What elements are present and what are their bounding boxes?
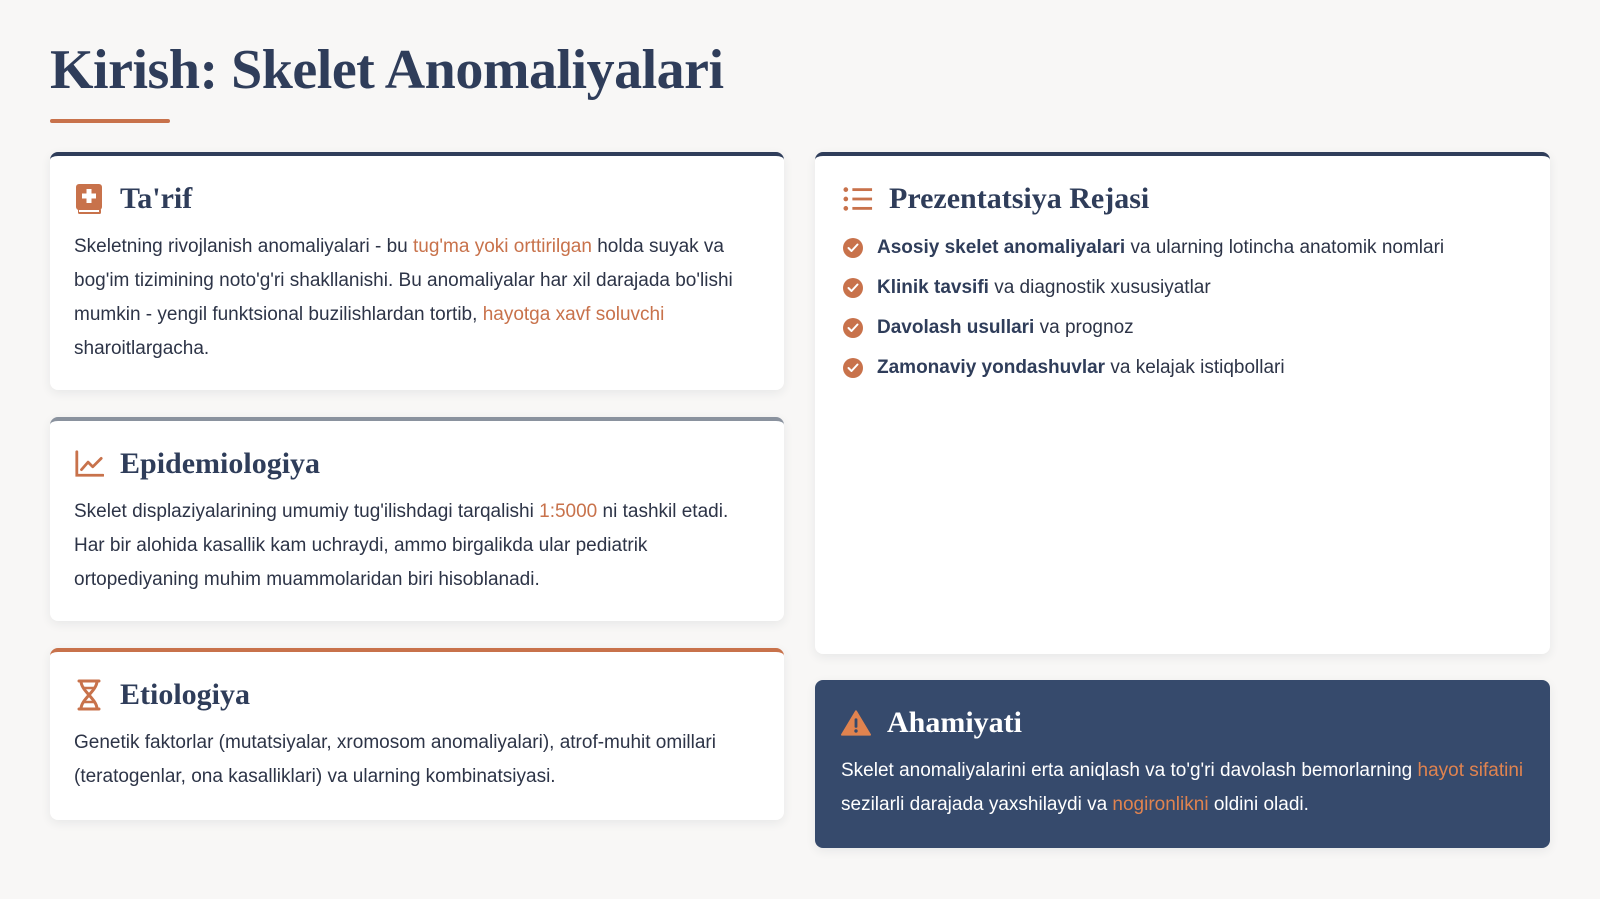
plan-item [843,308,1522,348]
line-chart-icon [74,448,104,480]
definition-text: Skeletning rivojlanish anomaliyalari - bu tug'ma yoki orttirilgan holda suyak va bog'im tizimining noto'g'ri shakllanishi. Bu anomaliyalar har xil darajada bo'lishi mumkin - yengil funktsional buzilishlardan tortib, hayotga xavf soluvchi sharoitlargacha. [74,236,733,359]
definition-highlight-2: hayotga xavf soluvchi [482,304,665,325]
check-circle-icon [843,358,863,378]
definition-card [50,152,784,390]
list-icon [843,183,873,215]
etiology-text: Genetik faktorlar (mutatsiyalar, xromosom anomaliyalari), atrof-muhit omillari (teratogenlar, ona kasalliklari) va ularning kombinatsiyasi. [74,732,716,787]
plan-item-text: Asosiy skelet anomaliyalari va ularning lotincha anatomik nomlari [877,237,1445,258]
importance-highlight-1: hayot sifatini [1417,760,1524,781]
importance-text: Skelet anomaliyalarini erta aniqlash va to'g'ri davolash bemorlarning hayot sifatini sezilarli darajada yaxshilaydi va nogironlikni oldini oladi. [841,760,1524,815]
check-circle-icon [843,278,863,298]
definition-title: Ta'rif [120,182,193,215]
plan-item-text: Zamonaviy yondashuvlar va kelajak istiqbollari [877,357,1285,378]
title-underline [50,119,170,123]
importance-header [841,706,1524,740]
importance-card [815,680,1550,848]
medical-book-icon [74,183,104,215]
plan-item-text: Klinik tavsifi va diagnostik xususiyatlar [877,277,1211,298]
check-circle-icon [843,238,863,258]
plan-header [843,182,1522,216]
importance-title: Ahamiyati [887,706,1022,739]
epidemiology-highlight: 1:5000 [539,501,598,522]
epidemiology-title: Epidemiologiya [120,447,321,480]
epidemiology-card [50,417,784,621]
definition-header [74,182,760,216]
page-title: Kirish: Skelet Anomaliyalari [50,39,724,101]
importance-highlight-2: nogironlikni [1112,794,1209,815]
etiology-header [74,678,760,712]
plan-card [815,152,1550,654]
definition-highlight-1: tug'ma yoki orttirilgan [413,236,592,257]
plan-item [843,348,1522,388]
etiology-title: Etiologiya [120,678,251,711]
warning-icon [841,707,871,739]
epidemiology-header [74,447,760,481]
plan-item [843,228,1522,268]
epidemiology-text: Skelet displaziyalarining umumiy tug'ilishdagi tarqalishi 1:5000 ni tashkil etadi. Har bir alohida kasallik kam uchraydi, ammo birgalikda ular pediatrik ortopediyaning muhim muammolaridan biri hisoblanadi. [74,501,729,590]
plan-title: Prezentatsiya Rejasi [889,182,1150,215]
plan-item-text: Davolash usullari va prognoz [877,317,1134,338]
check-circle-icon [843,318,863,338]
plan-item [843,268,1522,308]
etiology-card [50,648,784,820]
dna-icon [74,679,104,711]
plan-list [843,228,1522,388]
